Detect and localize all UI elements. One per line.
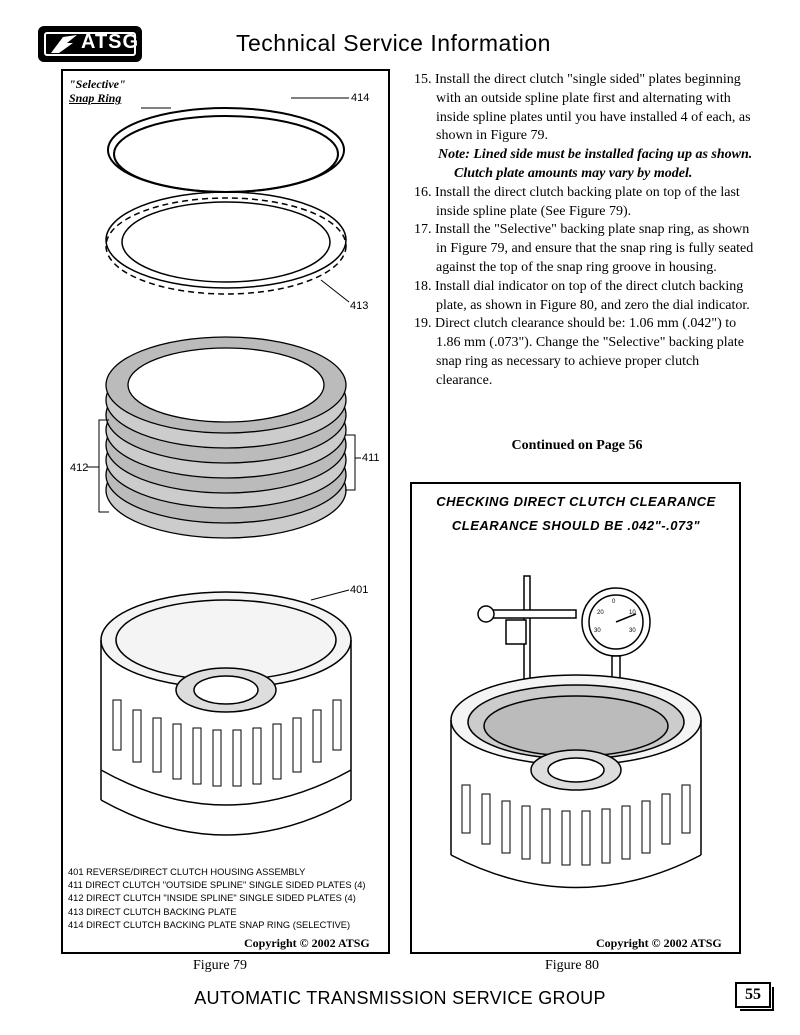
atsg-logo bbox=[38, 26, 142, 62]
svg-text:30: 30 bbox=[629, 628, 636, 634]
figure-80-copyright: Copyright © 2002 ATSG bbox=[596, 936, 722, 950]
legend-item: 414 DIRECT CLUTCH BACKING PLATE SNAP RING (SELECTIVE) bbox=[68, 919, 351, 930]
callout-412: 412 bbox=[70, 462, 89, 474]
legend-item: 411 DIRECT CLUTCH "OUTSIDE SPLINE" SINGLE SIDED PLATES (4) bbox=[68, 880, 366, 891]
selective-snap-ring-label: "Selective" Snap Ring bbox=[69, 77, 126, 105]
svg-text:30: 30 bbox=[594, 628, 601, 634]
step-16: 16. Install the direct clutch backing plate on top of the last inside spline plate (See Figure 79). bbox=[414, 184, 740, 219]
step-19: 19. Direct clutch clearance should be: 1.06 mm (.042") to 1.86 mm (.073"). Change the "Selective" backing plate snap ring as necessary to achieve proper clutch clearance. bbox=[414, 316, 744, 388]
step-15: 15. Install the direct clutch "single sided" plates beginning with an outside spline plate first and alternating with inside spline plates until you have installed 4 of each, as shown in Figure 79. bbox=[414, 72, 751, 144]
figure-79-copyright: Copyright © 2002 ATSG bbox=[244, 936, 370, 950]
note: Note: Lined side must be installed facing up as shown. Clutch plate amounts may vary by model. bbox=[438, 147, 753, 181]
legend-item: 413 DIRECT CLUTCH BACKING PLATE bbox=[68, 906, 237, 917]
callout-401: 401 bbox=[350, 584, 369, 596]
step-18: 18. Install dial indicator on top of the direct clutch backing plate, as shown in Figure 80, and zero the dial indicator. bbox=[414, 278, 750, 313]
svg-text:20: 20 bbox=[597, 610, 604, 616]
eagle-icon bbox=[49, 33, 79, 57]
footer-organization: AUTOMATIC TRANSMISSION SERVICE GROUP bbox=[194, 988, 606, 1008]
figure-80-caption: Figure 80 bbox=[545, 958, 600, 973]
parts-legend bbox=[68, 866, 365, 932]
clutch-exploded-illustration bbox=[61, 80, 390, 860]
logo-text: ATSG bbox=[81, 31, 140, 53]
callout-413: 413 bbox=[350, 300, 369, 312]
callout-414: 414 bbox=[351, 92, 370, 104]
dial-indicator-illustration bbox=[426, 570, 726, 910]
svg-text:0: 0 bbox=[612, 599, 616, 605]
figure-79-caption: Figure 79 bbox=[193, 958, 248, 973]
clutch-pack-411-412 bbox=[106, 337, 346, 538]
legend-item: 401 REVERSE/DIRECT CLUTCH HOUSING ASSEMBLY bbox=[68, 867, 306, 877]
callout-411: 411 bbox=[362, 452, 380, 464]
svg-text:10: 10 bbox=[629, 610, 636, 616]
snap-ring-414 bbox=[108, 108, 344, 192]
continued-note: Continued on Page 56 bbox=[511, 438, 643, 453]
page-number: 55 bbox=[735, 982, 771, 1008]
figure-80-title: CHECKING DIRECT CLUTCH CLEARANCE CLEARANCE SHOULD BE .042"-.073" bbox=[436, 494, 716, 533]
legend-item: 412 DIRECT CLUTCH "INSIDE SPLINE" SINGLE SIDED PLATES (4) bbox=[68, 893, 356, 904]
instruction-steps bbox=[414, 71, 754, 391]
page-title: Technical Service Information bbox=[236, 30, 551, 56]
step-17: 17. Install the "Selective" backing plate snap ring, as shown in Figure 79, and ensure that the snap ring is fully seated against the top of the snap ring groove in housing. bbox=[414, 222, 754, 275]
backing-plate-413 bbox=[106, 192, 346, 294]
